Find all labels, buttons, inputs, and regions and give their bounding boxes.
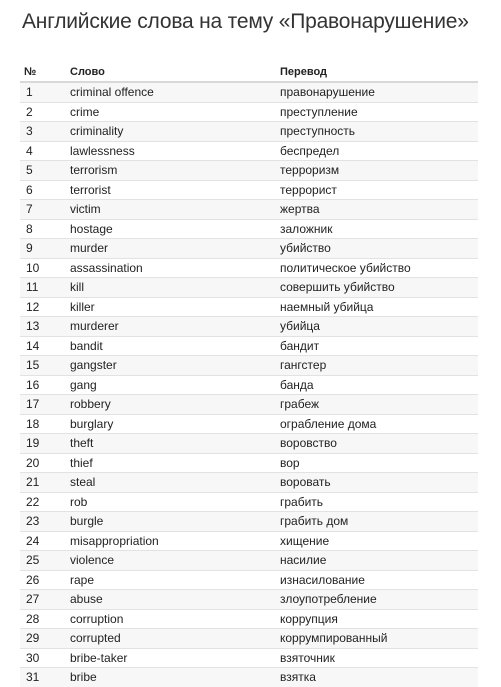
russian-translation: политическое убийство — [280, 258, 478, 278]
russian-translation: коррупция — [280, 609, 478, 629]
english-word: murder — [70, 239, 280, 259]
table-row — [20, 258, 478, 278]
english-word: terrorism — [70, 161, 280, 181]
table-row — [20, 336, 478, 356]
table-row — [20, 609, 478, 629]
table-body — [20, 82, 478, 687]
english-word: hostage — [70, 219, 280, 239]
row-number: 7 — [20, 200, 70, 220]
english-word: rape — [70, 570, 280, 590]
table-row — [20, 492, 478, 512]
english-word: criminal offence — [70, 82, 280, 102]
table-row — [20, 629, 478, 649]
table-row — [20, 161, 478, 181]
russian-translation: взяточник — [280, 648, 478, 668]
row-number: 1 — [20, 82, 70, 102]
row-number: 21 — [20, 473, 70, 493]
row-number: 22 — [20, 492, 70, 512]
row-number: 9 — [20, 239, 70, 259]
row-number: 12 — [20, 297, 70, 317]
english-word: bribe-taker — [70, 648, 280, 668]
english-word: crime — [70, 102, 280, 122]
russian-translation: убийство — [280, 239, 478, 259]
english-word: burgle — [70, 512, 280, 532]
row-number: 11 — [20, 278, 70, 298]
table-row — [20, 668, 478, 687]
table-row — [20, 102, 478, 122]
table-row — [20, 531, 478, 551]
russian-translation: банда — [280, 375, 478, 395]
table-row — [20, 356, 478, 376]
english-word: lawlessness — [70, 141, 280, 161]
table-row — [20, 570, 478, 590]
russian-translation: терроризм — [280, 161, 478, 181]
english-word: killer — [70, 297, 280, 317]
row-number: 24 — [20, 531, 70, 551]
row-number: 23 — [20, 512, 70, 532]
column-header-number: № — [20, 58, 70, 82]
row-number: 29 — [20, 629, 70, 649]
row-number: 30 — [20, 648, 70, 668]
russian-translation: гангстер — [280, 356, 478, 376]
table-row — [20, 434, 478, 454]
english-word: abuse — [70, 590, 280, 610]
table-row — [20, 317, 478, 337]
english-word: corrupted — [70, 629, 280, 649]
english-word: terrorist — [70, 180, 280, 200]
russian-translation: террорист — [280, 180, 478, 200]
russian-translation: вор — [280, 453, 478, 473]
table-row — [20, 141, 478, 161]
russian-translation: ограбление дома — [280, 414, 478, 434]
english-word: victim — [70, 200, 280, 220]
table-row — [20, 453, 478, 473]
english-word: gang — [70, 375, 280, 395]
page-title: Английские слова на тему «Правонарушение» — [22, 10, 469, 33]
row-number: 17 — [20, 395, 70, 415]
russian-translation: совершить убийство — [280, 278, 478, 298]
row-number: 31 — [20, 668, 70, 687]
russian-translation: взятка — [280, 668, 478, 687]
russian-translation: бандит — [280, 336, 478, 356]
russian-translation: воровство — [280, 434, 478, 454]
row-number: 10 — [20, 258, 70, 278]
english-word: theft — [70, 434, 280, 454]
row-number: 18 — [20, 414, 70, 434]
russian-translation: беспредел — [280, 141, 478, 161]
russian-translation: грабить дом — [280, 512, 478, 532]
row-number: 13 — [20, 317, 70, 337]
row-number: 26 — [20, 570, 70, 590]
row-number: 28 — [20, 609, 70, 629]
table-row — [20, 82, 478, 102]
russian-translation: правонарушение — [280, 82, 478, 102]
russian-translation: воровать — [280, 473, 478, 493]
table-row — [20, 473, 478, 493]
english-word: criminality — [70, 122, 280, 142]
table-header-row — [20, 58, 478, 82]
vocabulary-table — [20, 58, 478, 687]
table-row — [20, 297, 478, 317]
russian-translation: наемный убийца — [280, 297, 478, 317]
column-header-translation: Перевод — [280, 58, 478, 82]
table-row — [20, 512, 478, 532]
row-number: 20 — [20, 453, 70, 473]
english-word: burglary — [70, 414, 280, 434]
table-row — [20, 239, 478, 259]
table-row — [20, 648, 478, 668]
russian-translation: коррумпированный — [280, 629, 478, 649]
russian-translation: насилие — [280, 551, 478, 571]
russian-translation: преступление — [280, 102, 478, 122]
english-word: corruption — [70, 609, 280, 629]
english-word: murderer — [70, 317, 280, 337]
russian-translation: заложник — [280, 219, 478, 239]
table-row — [20, 395, 478, 415]
english-word: misappropriation — [70, 531, 280, 551]
table-row — [20, 200, 478, 220]
row-number: 8 — [20, 219, 70, 239]
russian-translation: грабить — [280, 492, 478, 512]
english-word: assassination — [70, 258, 280, 278]
row-number: 3 — [20, 122, 70, 142]
english-word: rob — [70, 492, 280, 512]
table-row — [20, 414, 478, 434]
column-header-word: Слово — [70, 58, 280, 82]
russian-translation: убийца — [280, 317, 478, 337]
table-row — [20, 551, 478, 571]
english-word: kill — [70, 278, 280, 298]
row-number: 4 — [20, 141, 70, 161]
row-number: 15 — [20, 356, 70, 376]
english-word: bribe — [70, 668, 280, 687]
table-row — [20, 590, 478, 610]
table-row — [20, 375, 478, 395]
russian-translation: жертва — [280, 200, 478, 220]
russian-translation: грабеж — [280, 395, 478, 415]
row-number: 16 — [20, 375, 70, 395]
english-word: thief — [70, 453, 280, 473]
row-number: 2 — [20, 102, 70, 122]
row-number: 14 — [20, 336, 70, 356]
english-word: gangster — [70, 356, 280, 376]
english-word: robbery — [70, 395, 280, 415]
russian-translation: изнасилование — [280, 570, 478, 590]
row-number: 27 — [20, 590, 70, 610]
row-number: 25 — [20, 551, 70, 571]
russian-translation: хищение — [280, 531, 478, 551]
row-number: 6 — [20, 180, 70, 200]
russian-translation: злоупотребление — [280, 590, 478, 610]
english-word: steal — [70, 473, 280, 493]
row-number: 19 — [20, 434, 70, 454]
table-row — [20, 180, 478, 200]
russian-translation: преступность — [280, 122, 478, 142]
english-word: bandit — [70, 336, 280, 356]
english-word: violence — [70, 551, 280, 571]
table-row — [20, 122, 478, 142]
table-row — [20, 219, 478, 239]
row-number: 5 — [20, 161, 70, 181]
table-row — [20, 278, 478, 298]
